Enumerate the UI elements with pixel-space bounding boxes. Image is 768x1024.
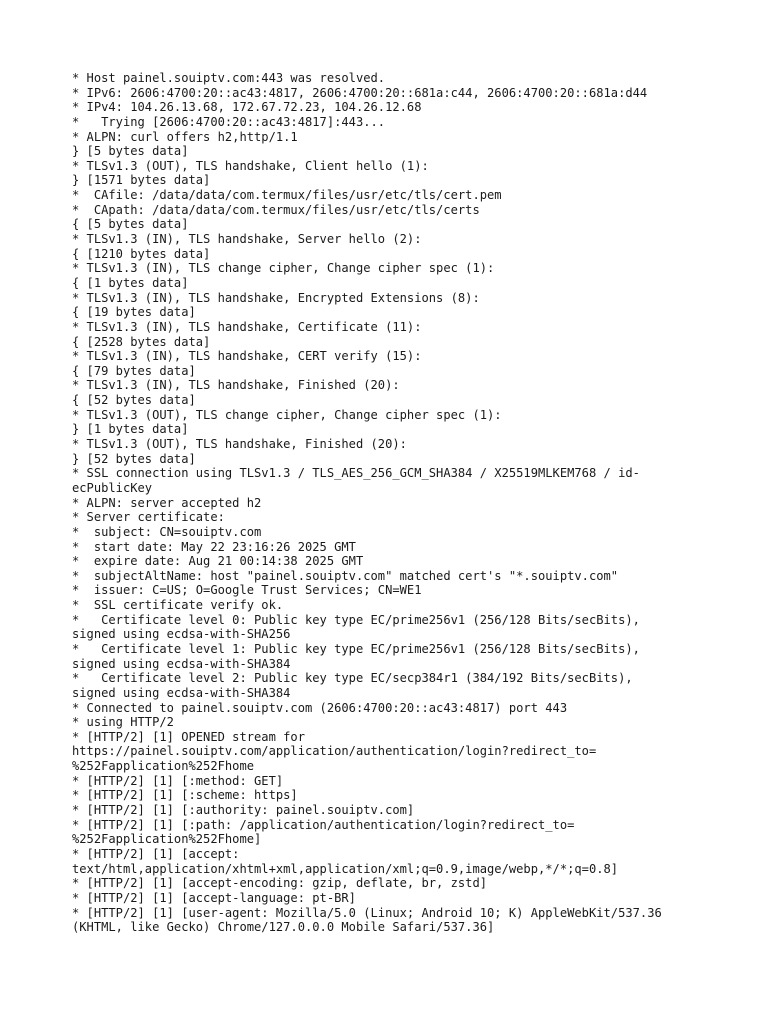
log-line: * ALPN: curl offers h2,http/1.1 xyxy=(72,129,298,144)
log-line: * TLSv1.3 (IN), TLS handshake, Server hello (2): xyxy=(72,232,422,247)
log-line: * TLSv1.3 (IN), TLS handshake, Encrypted Extensions (8): xyxy=(72,290,480,305)
log-line: * TLSv1.3 (OUT), TLS change cipher, Change cipher spec (1): xyxy=(72,407,502,422)
log-line: * ALPN: server accepted h2 xyxy=(72,495,262,510)
log-line: (KHTML, like Gecko) Chrome/127.0.0.0 Mobile Safari/537.36] xyxy=(72,920,495,935)
log-line: * Certificate level 0: Public key type EC/prime256v1 (256/128 Bits/secBits), xyxy=(72,612,640,627)
log-line: * [HTTP/2] [1] [:authority: painel.souiptv.com] xyxy=(72,803,415,818)
log-line: * Server certificate: xyxy=(72,510,225,525)
log-line: * expire date: Aug 21 00:14:38 2025 GMT xyxy=(72,554,364,569)
log-line: } [1571 bytes data] xyxy=(72,173,211,188)
log-line: * [HTTP/2] [1] [accept-encoding: gzip, deflate, br, zstd] xyxy=(72,876,488,891)
log-line: * [HTTP/2] [1] [user-agent: Mozilla/5.0 (Linux; Android 10; K) AppleWebKit/537.36 xyxy=(72,905,662,920)
log-line: signed using ecdsa-with-SHA384 xyxy=(72,685,291,700)
log-line: } [52 bytes data] xyxy=(72,451,196,466)
log-line: * IPv4: 104.26.13.68, 172.67.72.23, 104.26.12.68 xyxy=(72,100,422,115)
log-line: * CAfile: /data/data/com.termux/files/usr/etc/tls/cert.pem xyxy=(72,188,502,203)
log-line: * subject: CN=souiptv.com xyxy=(72,524,262,539)
log-line: * Trying [2606:4700:20::ac43:4817]:443... xyxy=(72,114,386,129)
log-line: * [HTTP/2] [1] OPENED stream for xyxy=(72,729,305,744)
log-line: * Host painel.souiptv.com:443 was resolved. xyxy=(72,71,386,85)
log-line: * subjectAltName: host "painel.souiptv.com" matched cert's "*.souiptv.com" xyxy=(72,568,619,583)
log-line: text/html,application/xhtml+xml,application/xml;q=0.9,image/webp,*/*;q=0.8] xyxy=(72,861,619,876)
log-line: * start date: May 22 23:16:26 2025 GMT xyxy=(72,539,356,554)
log-line: { [5 bytes data] xyxy=(72,217,189,232)
log-line: * SSL connection using TLSv1.3 / TLS_AES_256_GCM_SHA384 / X25519MLKEM768 / id- xyxy=(72,466,640,481)
log-line: %252Fapplication%252Fhome xyxy=(72,759,255,774)
log-line: * TLSv1.3 (IN), TLS change cipher, Change cipher spec (1): xyxy=(72,261,495,276)
log-line: { [2528 bytes data] xyxy=(72,334,211,349)
log-line: * TLSv1.3 (IN), TLS handshake, CERT verify (15): xyxy=(72,349,422,364)
log-line: * TLSv1.3 (OUT), TLS handshake, Client hello (1): xyxy=(72,158,429,173)
log-line: %252Fapplication%252Fhome] xyxy=(72,832,262,847)
log-line: * Certificate level 2: Public key type EC/secp384r1 (384/192 Bits/secBits), xyxy=(72,671,633,686)
log-line: { [19 bytes data] xyxy=(72,305,196,320)
log-line: { [1210 bytes data] xyxy=(72,246,211,261)
log-line: * issuer: C=US; O=Google Trust Services; CN=WE1 xyxy=(72,583,422,598)
log-line: https://painel.souiptv.com/application/authentication/login?redirect_to= xyxy=(72,744,597,759)
log-line: * IPv6: 2606:4700:20::ac43:4817, 2606:4700:20::681a:c44, 2606:4700:20::681a:d44 xyxy=(72,85,648,100)
log-line: * TLSv1.3 (IN), TLS handshake, Certificate (11): xyxy=(72,319,422,334)
log-line: signed using ecdsa-with-SHA384 xyxy=(72,656,291,671)
log-line: * TLSv1.3 (OUT), TLS handshake, Finished (20): xyxy=(72,437,407,452)
log-line: { [79 bytes data] xyxy=(72,363,196,378)
log-line: } [5 bytes data] xyxy=(72,144,189,159)
log-line: * [HTTP/2] [1] [accept-language: pt-BR] xyxy=(72,890,356,905)
log-line: * SSL certificate verify ok. xyxy=(72,598,284,613)
terminal-output xyxy=(72,71,692,935)
log-line: { [52 bytes data] xyxy=(72,393,196,408)
log-line: * using HTTP/2 xyxy=(72,715,174,730)
log-line: } [1 bytes data] xyxy=(72,422,189,437)
log-line: * TLSv1.3 (IN), TLS handshake, Finished (20): xyxy=(72,378,400,393)
log-line: * [HTTP/2] [1] [:method: GET] xyxy=(72,773,284,788)
log-line: * [HTTP/2] [1] [:path: /application/authentication/login?redirect_to= xyxy=(72,817,575,832)
log-line: * Certificate level 1: Public key type EC/prime256v1 (256/128 Bits/secBits), xyxy=(72,641,640,656)
log-line: signed using ecdsa-with-SHA256 xyxy=(72,627,291,642)
log-line: * [HTTP/2] [1] [:scheme: https] xyxy=(72,788,298,803)
log-line: * [HTTP/2] [1] [accept: xyxy=(72,846,240,861)
log-line: { [1 bytes data] xyxy=(72,275,189,290)
log-line: * Connected to painel.souiptv.com (2606:4700:20::ac43:4817) port 443 xyxy=(72,700,568,715)
log-line: ecPublicKey xyxy=(72,480,153,495)
log-line: * CApath: /data/data/com.termux/files/usr/etc/tls/certs xyxy=(72,202,480,217)
